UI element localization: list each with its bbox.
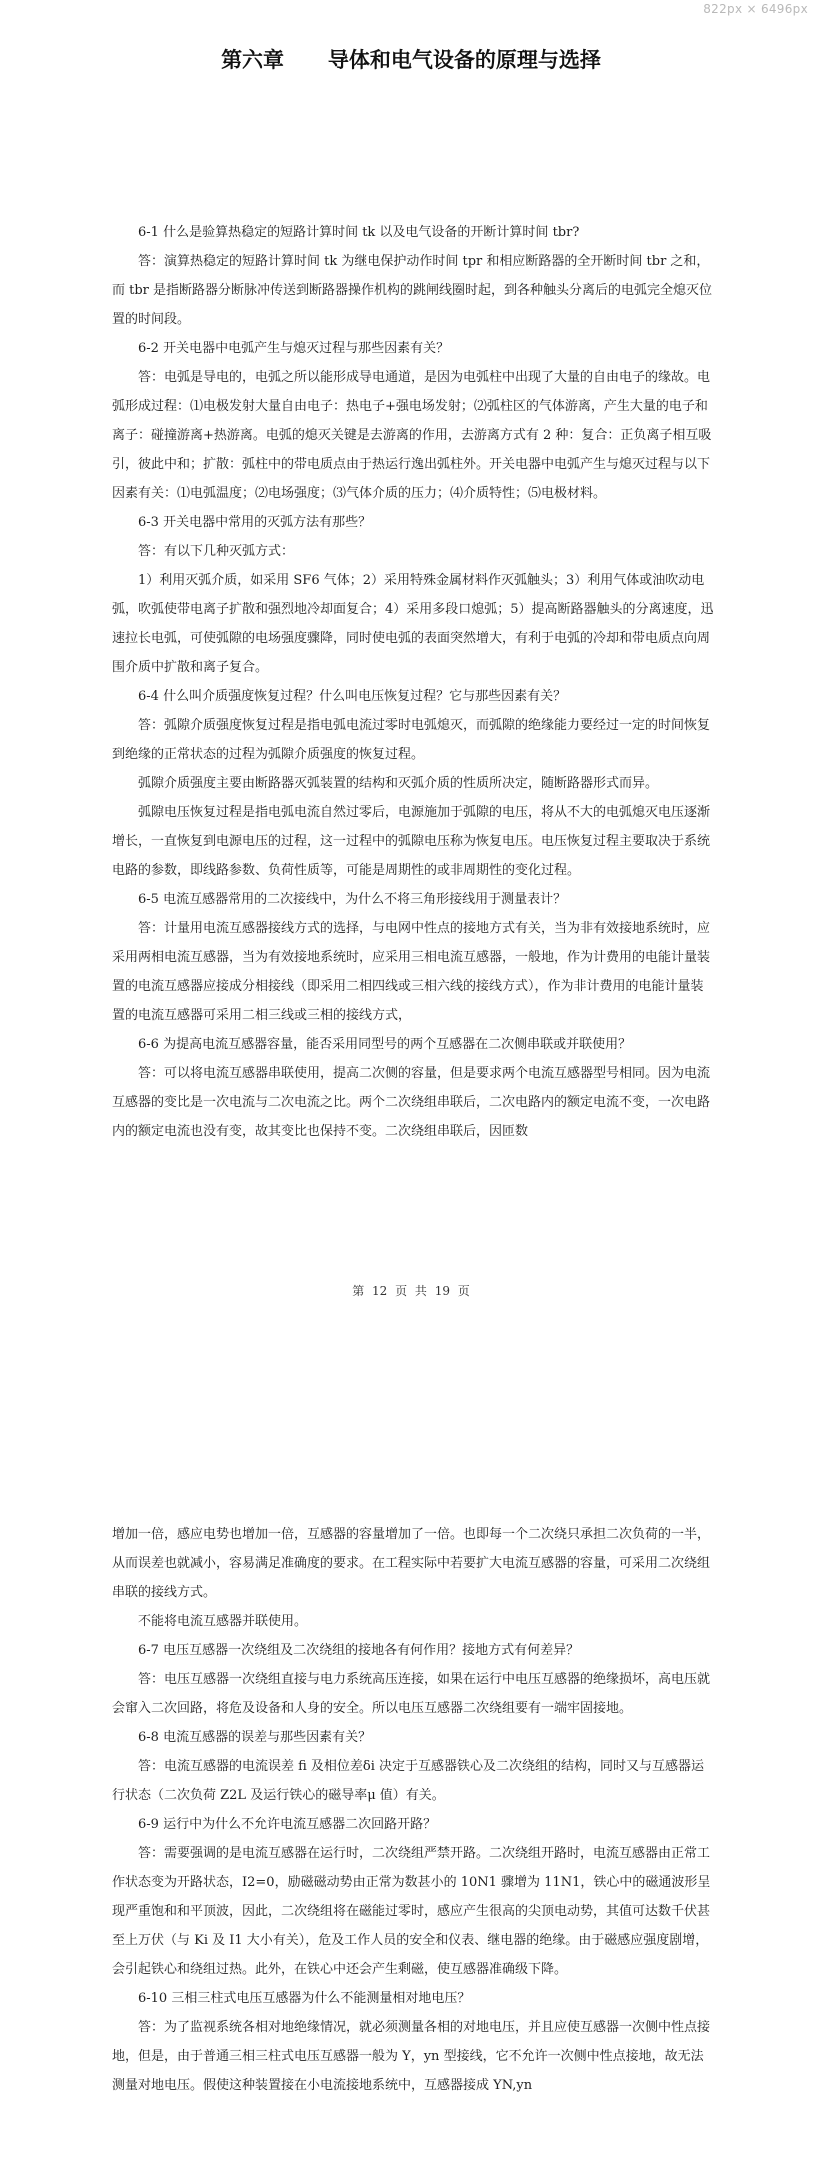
answer-6-6-part-1: 答：可以将电流互感器串联使用，提高二次侧的容量，但是要求两个电流互感器型号相同。因为电流互感器的变比是一次电流与二次电流之比。两个二次绕组串联后，二次电路内的额定电流不变，一次电路内的额定电流也没有变，故其变比也保持不变。二次绕组串联后，因匝数 <box>112 1066 711 1139</box>
answer-6-5: 答：计量用电流互感器接线方式的选择，与电网中性点的接地方式有关，当为非有效接地系统时，应采用两相电流互感器，当为有效接地系统时，应采用三相电流互感器，一般地，作为计费用的电能计量装置的电流互感器应接成分相接线（即采用二相四线或三相六线的接线方式），作为非计费用的电能计量装置的电流互感器可采用二相三线或三相的接线方式， <box>112 921 711 1023</box>
question-6-5: 6-5 电流互感器常用的二次接线中，为什么不将三角形接线用于测量表计？ <box>138 892 567 907</box>
answer-6-9: 答：需要强调的是电流互感器在运行时，二次绕组严禁开路。二次绕组开路时，电流互感器由正常工作状态变为开路状态，I2=0，励磁磁动势由正常为数甚小的 10N1 骤增为 11N1，铁心中的磁通波形呈现严重饱和和平顶波，因此，二次绕组将在磁能过零时，感应产生很高的尖顶电动势，其值可达数千伏甚至上万伏（与 Ki 及 I1 大小有关），危及工作人员的安全和仪表、继电器的绝缘。由于磁感应强度剧增，会引起铁心和绕组过热。此外，在铁心中还会产生剩磁，使互感器准确级下降。 <box>112 1846 711 1977</box>
question-6-6: 6-6 为提高电流互感器容量，能否采用同型号的两个互感器在二次侧串联或并联使用？ <box>138 1037 632 1052</box>
image-dimensions-label: 822px × 6496px <box>703 2 808 16</box>
answer-6-1: 答：演算热稳定的短路计算时间 tk 为继电保护动作时间 tpr 和相应断路器的全开断时间 tbr 之和，而 tbr 是指断路器分断脉冲传送到断路器操作机构的跳闸线圈时起，到各种触头分离后的电弧完全熄灭位置的时间段。 <box>112 254 713 327</box>
question-6-9: 6-9 运行中为什么不允许电流互感器二次回路开路？ <box>138 1817 437 1832</box>
answer-6-10: 答：为了监视系统各相对地绝缘情况，就必须测量各相的对地电压，并且应使互感器一次侧中性点接地，但是，由于普通三相三柱式电压互感器一般为 Y，yn 型接线，它不允许一次侧中性点接地，故无法测量对地电压。假使这种装置接在小电流接地系统中，互感器接成 YN,yn <box>112 2020 711 2093</box>
page-footer: 第 12 页 共 19 页 <box>352 1284 470 1298</box>
answer-6-6-continued: 增加一倍，感应电势也增加一倍，互感器的容量增加了一倍。也即每一个二次绕只承担二次负荷的一半，从而误差也就减小，容易满足准确度的要求。在工程实际中若要扩大电流互感器的容量，可采用二次绕组串联的接线方式。 <box>112 1527 711 1600</box>
answer-6-4-part-1: 答：弧隙介质强度恢复过程是指电弧电流过零时电弧熄灭，而弧隙的绝缘能力要经过一定的时间恢复到绝缘的正常状态的过程为弧隙介质强度的恢复过程。 <box>112 718 711 762</box>
question-6-8: 6-8 电流互感器的误差与那些因素有关？ <box>138 1730 372 1745</box>
question-6-10: 6-10 三相三柱式电压互感器为什么不能测量相对地电压？ <box>138 1991 471 2006</box>
answer-6-7: 答：电压互感器一次绕组直接与电力系统高压连接，如果在运行中电压互感器的绝缘损坏，高电压就会窜入二次回路，将危及设备和人身的安全。所以电压互感器二次绕组要有一端牢固接地。 <box>112 1672 711 1716</box>
question-6-3: 6-3 开关电器中常用的灭弧方法有那些？ <box>138 515 372 530</box>
answer-6-4-part-3: 弧隙电压恢复过程是指电弧电流自然过零后，电源施加于弧隙的电压，将从不大的电弧熄灭电压逐渐增长，一直恢复到电源电压的过程，这一过程中的弧隙电压称为恢复电压。电压恢复过程主要取决于系统电路的参数，即线路参数、负荷性质等，可能是周期性的或非周期性的变化过程。 <box>112 805 711 878</box>
answer-6-6-note: 不能将电流互感器并联使用。 <box>138 1614 308 1629</box>
question-6-4: 6-4 什么叫介质强度恢复过程？什么叫电压恢复过程？它与那些因素有关？ <box>138 689 567 704</box>
page-13-body <box>112 1520 714 2100</box>
question-6-1: 6-1 什么是验算热稳定的短路计算时间 tk 以及电气设备的开断计算时间 tbr? <box>138 225 580 240</box>
answer-6-4-part-2: 弧隙介质强度主要由断路器灭弧装置的结构和灭弧介质的性质所决定，随断路器形式而异。 <box>138 776 659 791</box>
page-12-body <box>112 218 714 1146</box>
question-6-7: 6-7 电压互感器一次绕组及二次绕组的接地各有何作用？接地方式有何差异？ <box>138 1643 580 1658</box>
answer-6-3-intro: 答：有以下几种灭弧方式： <box>138 544 295 559</box>
chapter-title: 第六章 导体和电气设备的原理与选择 <box>221 48 601 73</box>
answer-6-2: 答：电弧是导电的，电弧之所以能形成导电通道，是因为电弧柱中出现了大量的自由电子的缘故。电弧形成过程：⑴电极发射大量自由电子：热电子+强电场发射；⑵弧柱区的气体游离，产生大量的电子和离子：碰撞游离+热游离。电弧的熄灭关键是去游离的作用，去游离方式有 2 种：复合：正负离子相互吸引，彼此中和；扩散：弧柱中的带电质点由于热运行逸出弧柱外。开关电器中电弧产生与熄灭过程与以下因素有关：⑴电弧温度；⑵电场强度；⑶气体介质的压力；⑷介质特性；⑸电极材料。 <box>112 370 712 501</box>
question-6-2: 6-2 开关电器中电弧产生与熄灭过程与那些因素有关？ <box>138 341 450 356</box>
answer-6-3-list: 1）利用灭弧介质，如采用 SF6 气体；2）采用特殊金属材料作灭弧触头；3）利用气体或油吹动电弧，吹弧使带电离子扩散和强烈地冷却面复合；4）采用多段口熄弧；5）提高断路器触头的分离速度，迅速拉长电弧，可使弧隙的电场强度骤降，同时使电弧的表面突然增大，有利于电弧的冷却和带电质点向周围介质中扩散和离子复合。 <box>112 573 714 675</box>
answer-6-8: 答：电流互感器的电流误差 fi 及相位差δi 决定于互感器铁心及二次绕组的结构，同时又与互感器运行状态（二次负荷 Z2L 及运行铁心的磁导率μ 值）有关。 <box>112 1759 705 1803</box>
